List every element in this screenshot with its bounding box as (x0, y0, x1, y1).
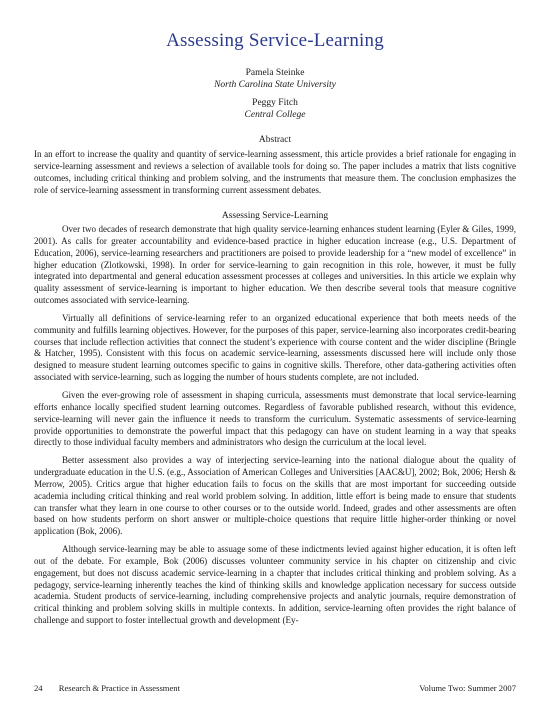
article-title: Assessing Service-Learning (166, 30, 384, 51)
page-footer (34, 683, 516, 693)
author-name: Pamela Steinke (245, 68, 305, 78)
abstract-heading: Abstract (258, 135, 292, 145)
author-affiliation: North Carolina State University (214, 80, 336, 90)
abstract-text (34, 149, 516, 196)
body-paragraph: Virtually all definitions of service-learning refer to an organized educational experience that both meets needs of the community and fulfills learning objectives. However, for the purposes of this paper, service-learning also incorporates credit-bearing courses that include reflection activities that connect the student’s experience with course content and the wider discipline (Bringle & Hatcher, 1995). Consistent with this focus on academic service-learning, assessments discussed here will include only those designed to measure student learning outcomes specific to gains in cognitive skills. Therefore, other data-gathering activities often associated with service-learning, such as logging the number of hours students complete, are not included. (34, 312, 516, 383)
body-paragraph: Given the ever-growing role of assessment in shaping curricula, assessments must demonstrate that local service-learning efforts enhance locally specified student learning outcomes. Regardless of favorable published research, without this evidence, service-learning will never gain the influence it needs to transform the curriculum. Systematic assessments of service-learning provide opportunities to demonstrate the powerful impact that this pedagogy can have on student learning in a way that speaks directly to those individual faculty members and administrators who design the curriculum at the local level. (34, 389, 516, 448)
abstract-paragraph: In an effort to increase the quality and quantity of service-learning assessment, this article provides a brief rationale for engaging in service-learning assessment and reviews a selection of available tools for doing so. The paper includes a matrix that lists cognitive outcomes, including critical thinking and problem solving, and the instruments that measure them. The conclusion emphasizes the role of service-learning assessment in transforming current assessment debates. (34, 149, 516, 195)
body-paragraph: Better assessment also provides a way of interjecting service-learning into the national dialogue about the quality of undergraduate education in the U.S. (e.g., Association of American Colleges and Universities [AAC&U], 2002; Bok, 2006; Hersh & Merrow, 2005). Critics argue that higher education fails to focus on the skills that are most important for succeeding outside academia including critical thinking and real world problem solving. In addition, little effort is being made to ensure that students can transfer what they learn in one course to other courses or to the outside world. Indeed, grades and other assessments are often based on how students perform on short answer or multiple-choice questions that require little higher-order thinking or novel application (Bok, 2006). (34, 455, 516, 537)
author-name: Peggy Fitch (252, 98, 298, 108)
author-affiliation: Central College (244, 110, 306, 120)
volume-info: Volume Two: Summer 2007 (419, 683, 516, 693)
page-number: 24 (34, 683, 43, 693)
section-heading: Assessing Service-Learning (221, 211, 329, 221)
author-block-2 (0, 97, 550, 121)
body-text (34, 224, 516, 627)
journal-name: Research & Practice in Assessment (58, 683, 180, 693)
body-paragraph: Over two decades of research demonstrate that high quality service-learning enhances student learning (Eyler & Giles, 1999, 2001). As calls for greater accountability and evidence-based practice in higher education increase (e.g., U.S. Department of Education, 2006), service-learning researchers and practitioners are poised to provide leadership for a “new model of excellence” in higher education (Zlotkowski, 1998). In order for service-learning to gain recognition in this role, however, it must be fully integrated into departmental and general education assessment processes at colleges and universities. In this article we explain why quality assessment of service-learning is important to higher education. We then describe several tools that measure cognitive outcomes associated with service-learning. (34, 224, 516, 306)
author-block-1 (0, 67, 550, 91)
footer-left (34, 683, 180, 693)
body-paragraph: Although service-learning may be able to assuage some of these indictments levied against higher education, it is often left out of the debate. For example, Bok (2006) discusses volunteer community service in his chapter on citizenship and civic engagement, but does not discuss academic service-learning in a chapter that includes critical thinking and problem solving. As a pedagogy, service-learning inherently teaches the kind of thinking skills and knowledge application necessary for success outside academia. Student products of service-learning, including comprehensive projects and analytic journals, require demonstration of critical thinking and problem solving skills in multiple contexts. In addition, service-learning often provides the right balance of challenge and support to foster intellectual growth and development (Ey- (34, 544, 516, 626)
